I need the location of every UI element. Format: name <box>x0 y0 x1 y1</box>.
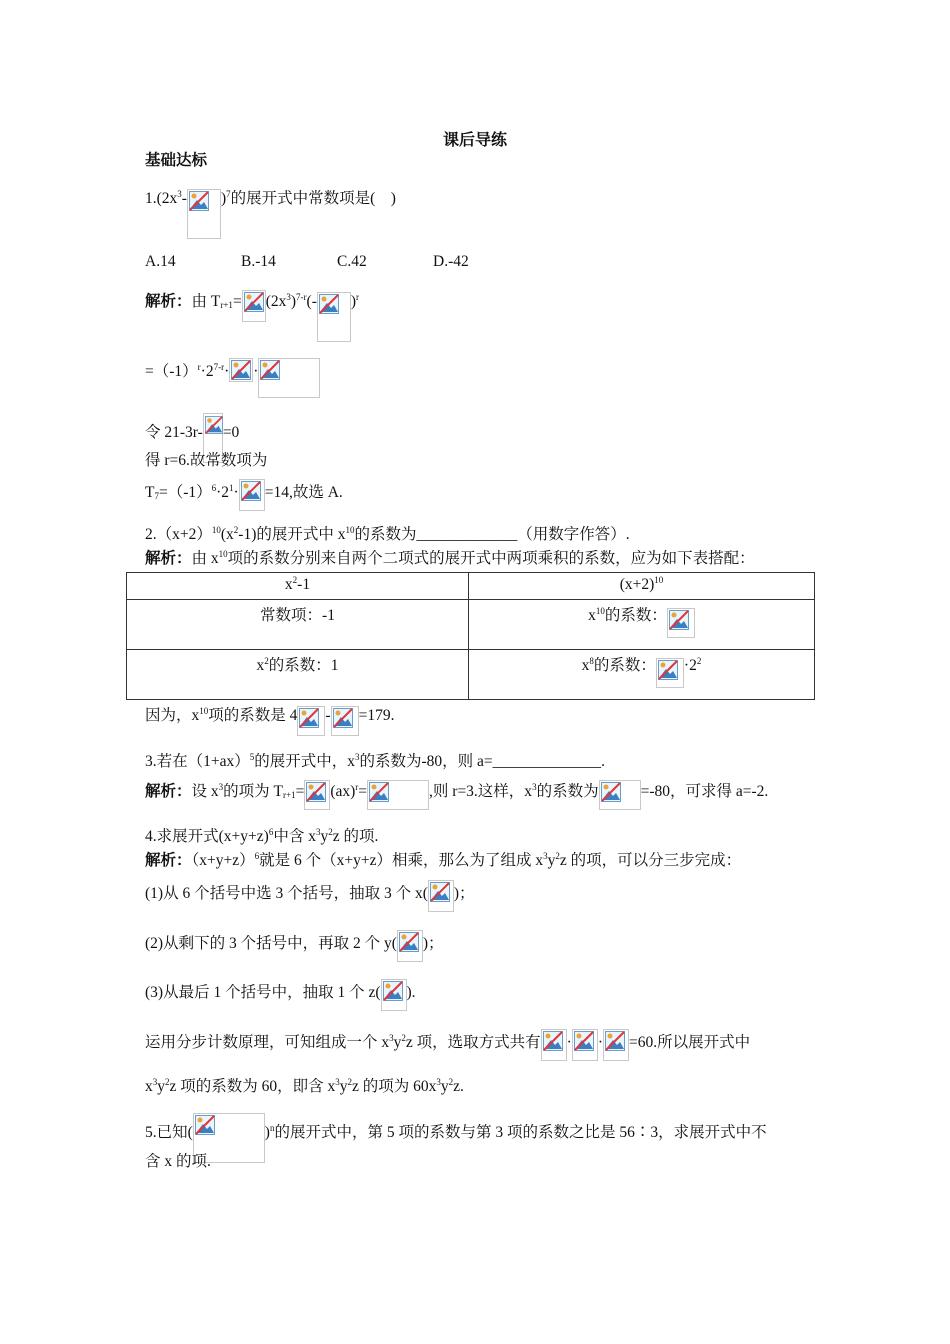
q2-stem: $2.(x+2)^{10}(x^2-1)$的展开式中 $x^{10}$的系数为_____________（用数字作答）. <box>145 525 630 543</box>
broken-image-icon <box>381 979 407 1011</box>
broken-image-icon <box>304 780 330 810</box>
q1-stem: $1.(2x^3-$ )$^7$的展开式中常数项是( ) <box>145 189 396 239</box>
table-header-cell: $(x+2)^{10}$ <box>469 573 815 600</box>
option-d: D.-42 <box>433 253 469 270</box>
option-a: A.14 <box>145 253 176 270</box>
q5-stem-line2: 含 x 的项. <box>145 1153 211 1170</box>
broken-image-icon <box>541 1029 567 1061</box>
section-heading: 基础达标 <box>145 152 208 169</box>
broken-image-icon <box>599 780 641 810</box>
q4-principle: 运用分步计数原理，可知组成一个 $x^3y^2z$ 项，选取方式共有 · · =60.所以展开式中 <box>145 1029 750 1061</box>
q1-analysis-line4: 得 r=6.故常数项为 <box>145 452 268 469</box>
broken-image-icon <box>667 608 695 638</box>
q1-options <box>145 252 529 272</box>
option-b: B.-14 <box>241 253 276 270</box>
broken-image-icon <box>187 189 221 239</box>
broken-image-icon <box>239 479 265 511</box>
q1-analysis-line1: 解析：由 $T_{r+1}=$ $(2x^3)^{7-r}(-$ )$^r$ <box>145 290 359 342</box>
q4-step3: (3)从最后 1 个括号中，抽取 1 个 z( ). <box>145 979 416 1011</box>
table-cell: 常数项：-1 <box>127 600 469 650</box>
table-cell: $x^8$的系数： $\cdot 2^2$ <box>469 650 815 700</box>
broken-image-icon <box>242 290 266 322</box>
q4-step2: (2)从剩下的 3 个括号中，再取 2 个 y( )； <box>145 930 444 962</box>
table-cell: $x^{10}$的系数： <box>469 600 815 650</box>
coefficient-table <box>126 572 815 700</box>
q5-stem-line1: 5.已知( )$^n$的展开式中，第 5 项的系数与第 3 项的系数之比是 56∶3，求展开式中不 <box>145 1113 767 1163</box>
broken-image-icon <box>258 358 320 398</box>
broken-image-icon <box>656 658 684 688</box>
page-title: 课后导练 <box>442 132 507 149</box>
broken-image-icon <box>572 1029 598 1061</box>
q1-analysis-line2: $=(-1)^r\cdot 2^{7-r}\cdot$ · <box>145 358 320 398</box>
table-cell: $x^2$的系数：1 <box>127 650 469 700</box>
broken-image-icon <box>367 780 429 810</box>
broken-image-icon <box>317 292 351 342</box>
q4-analysis: 解析：$(x+y+z)^6$就是 6 个（x+y+z）相乘，那么为了组成 $x^3y^2z$ 的项，可以分三步完成： <box>145 851 742 869</box>
option-c: C.42 <box>337 253 367 270</box>
table-header-cell: $x^2-1$ <box>127 573 469 600</box>
broken-image-icon <box>297 706 325 736</box>
q4-result: $x^3y^2z$ 项的系数为 60，即含 $x^3y^2z$ 的项为 $60x^3y^2z$. <box>145 1077 464 1095</box>
q2-conclusion: 因为，$x^{10}$项的系数是 4 - =179. <box>145 706 394 736</box>
broken-image-icon <box>229 358 253 382</box>
q3-analysis: 解析：设 $x^3$的项为 $T_{r+1}=$ (ax)$^r$= ,则 r=3.这样，$x^3$的系数为 =-80，可求得 a=-2. <box>145 780 768 810</box>
broken-image-icon <box>603 1029 629 1061</box>
q2-analysis: 解析：由 $x^{10}$项的系数分别来自两个二项式的展开式中两项乘积的系数，应为如下表搭配： <box>145 549 755 567</box>
broken-image-icon <box>397 930 423 962</box>
q1-analysis-line3: 令 21-3r- =0 <box>145 413 239 463</box>
broken-image-icon <box>331 706 359 736</box>
broken-image-icon <box>428 880 454 912</box>
q3-stem: 3.若在$(1+ax)^5$的展开式中，$x^3$的系数为-80，则 a=______________. <box>145 752 606 770</box>
q4-stem: 4.求展开式$(x+y+z)^6$中含 $x^3y^2z$ 的项. <box>145 827 379 845</box>
q1-analysis-line5: $T_7=(-1)^6\cdot 2^1\cdot$ =14,故选 A. <box>145 479 343 511</box>
q4-step1: (1)从 6 个括号中选 3 个括号，抽取 3 个 x( )； <box>145 880 475 912</box>
